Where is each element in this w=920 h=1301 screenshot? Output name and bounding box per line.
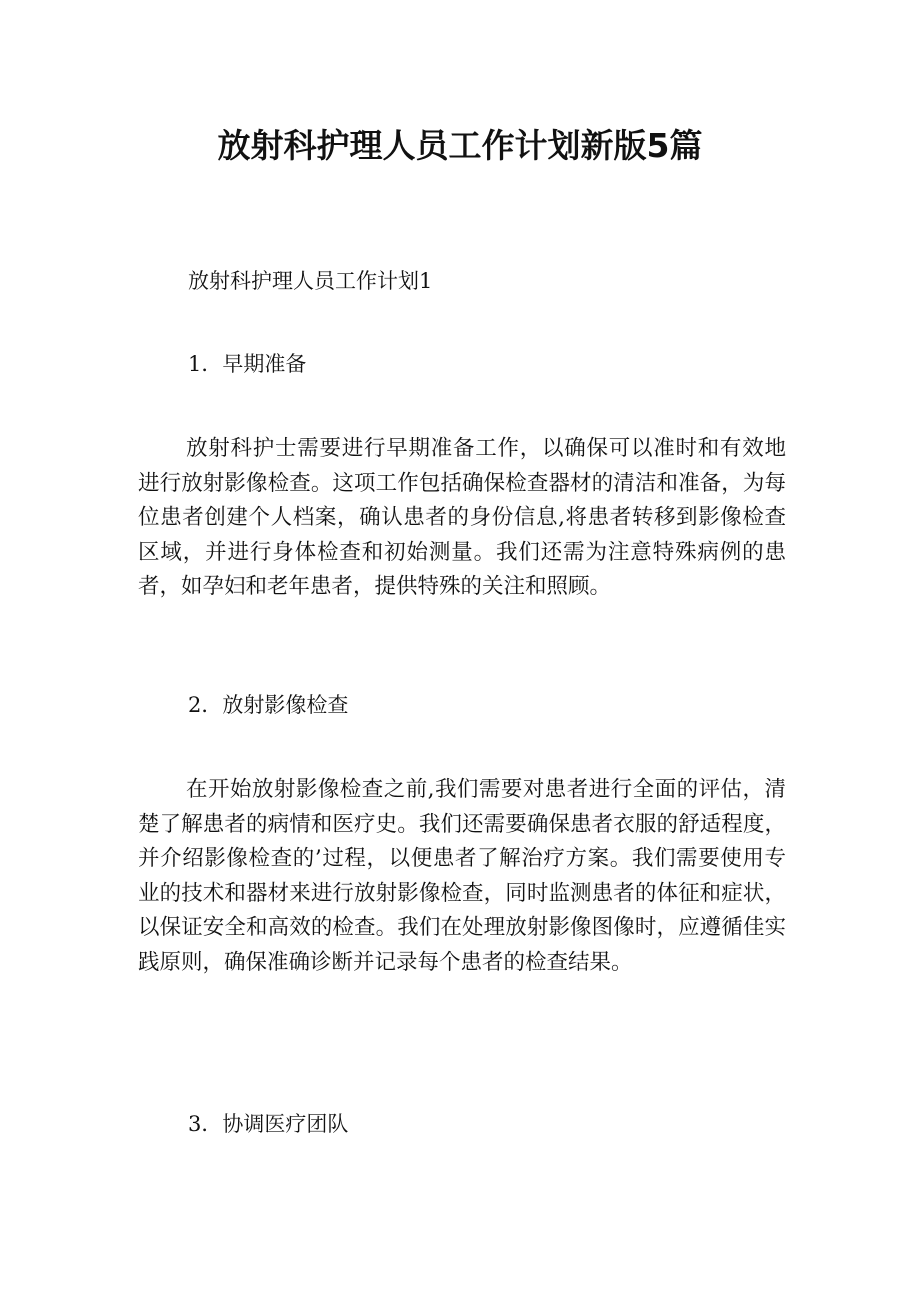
section-heading-1: 1．早期准备	[188, 352, 307, 376]
section-body-2: 在开始放射影像检查之前,我们需要对患者进行全面的评估，清楚了解患者的病情和医疗史。我们还需要确保患者衣服的舒适程度，并介绍影像检查的’过程，以便患者了解治疗方案。我们需要使用专业的技术和器材来进行放射影像检查，同时监测患者的体征和症状，以保证安全和高效的检查。我们在处理放射影像图像时，应遵循佳实践原则，确保准确诊断并记录每个患者的检查结果。	[138, 777, 786, 975]
plan-heading: 放射科护理人员工作计划1	[188, 269, 433, 293]
document-title: 放射科护理人员工作计划新版5篇	[217, 126, 703, 165]
section-heading-2: 2．放射影像检查	[188, 693, 349, 717]
section-heading-3: 3．协调医疗团队	[188, 1112, 349, 1136]
section-body-1: 放射科护士需要进行早期准备工作，以确保可以准时和有效地进行放射影像检查。这项工作包括确保检查器材的清洁和准备，为每位患者创建个人档案，确认患者的身份信息,将患者转移到影像检查区域，并进行身体检查和初始测量。我们还需为注意特殊病例的患者，如孕妇和老年患者，提供特殊的关注和照顾。	[138, 436, 786, 599]
